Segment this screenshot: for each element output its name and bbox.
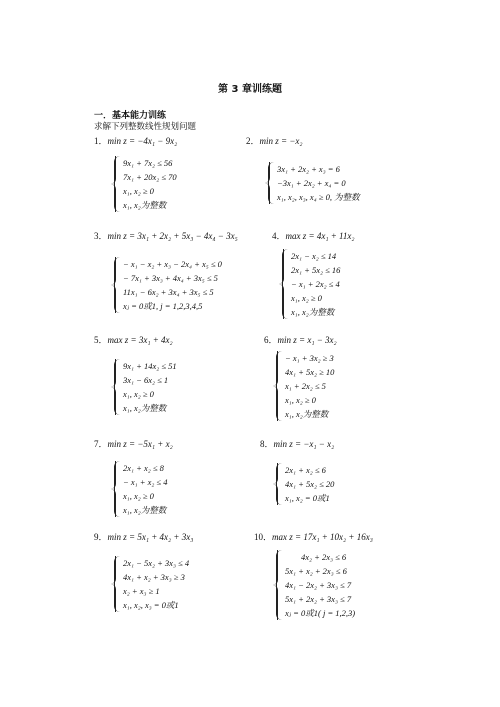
constraint: 3x₁ + 2x₂ + x₃ = 6: [277, 164, 340, 174]
constraint-system: [114, 556, 193, 612]
constraint: − x₁ + 2x₂ ≤ 4: [291, 279, 340, 289]
constraint-system: [114, 461, 173, 517]
constraint: x₁, x₂ ≥ 0: [291, 293, 322, 303]
constraint-system: [114, 257, 238, 313]
left-brace: [282, 249, 290, 319]
left-brace: [114, 257, 122, 313]
problem-number: 9．: [94, 532, 108, 542]
constraint: 9x₁ + 7x₂ ≤ 56: [123, 158, 173, 168]
problem-3: [94, 229, 238, 313]
constraint: 7x₁ + 20x₂ ≤ 70: [123, 172, 177, 182]
constraint-system: [276, 463, 334, 505]
problem-10: [254, 530, 373, 620]
left-brace: [114, 156, 122, 212]
constraint: 5x₁ + 2x₂ + 3x₃ ≤ 7: [285, 594, 352, 604]
constraint: xⱼ = 0或1( j = 1,2,3): [285, 608, 356, 618]
constraint: 2x₁ + x₂ ≤ 6: [285, 465, 326, 475]
problem-8: [260, 437, 334, 505]
objective: min z = −5x₁ + x₂: [107, 439, 173, 449]
problem-5: [94, 333, 177, 415]
constraint: xⱼ = 0或1, j = 1,2,3,4,5: [123, 301, 203, 311]
constraint: x₁, x₂ = 0或1: [285, 493, 330, 503]
constraint: x₁, x₂为整数: [123, 505, 167, 515]
problem-4: [272, 229, 355, 319]
constraint: 4x₁ + x₂ + 3x₃ ≥ 3: [123, 572, 185, 582]
constraint: x₁, x₂为整数: [123, 200, 167, 210]
constraint: 11x₁ − 6x₂ + 3x₄ + 3x₅ ≤ 5: [123, 287, 214, 297]
constraint-system: [276, 351, 337, 421]
objective: min z = −x₂: [259, 136, 303, 146]
problem-number: 6．: [264, 335, 278, 345]
constraint: x₁, x₂, x₃ = 0或1: [123, 600, 179, 610]
left-brace: [276, 550, 284, 620]
constraint: 2x₁ − 5x₂ + 3x₃ ≤ 4: [123, 558, 190, 568]
constraint: x₁, x₂为整数: [285, 409, 329, 419]
objective: min z = 3x₁ + 2x₂ + 5x₃ − 4x₄ − 3x₅: [107, 231, 238, 241]
objective: max z = 4x₁ + 11x₂: [285, 231, 355, 241]
problem-number: 2．: [246, 136, 260, 146]
instruction-text: 求解下列整数线性规划问题: [94, 122, 197, 132]
problem-9: [94, 530, 193, 612]
constraint: 2x₁ + 5x₂ ≤ 16: [291, 265, 341, 275]
constraint: x₁ + 2x₂ ≤ 5: [285, 381, 326, 391]
constraint-system: [114, 359, 177, 415]
constraint: x₂ + x₃ ≥ 1: [123, 586, 160, 596]
constraint: − 7x₁ + 3x₃ + 4x₄ + 3x₅ ≤ 5: [123, 273, 218, 283]
problem-1: [94, 134, 177, 212]
constraint: 4x₁ + 5x₂ ≤ 20: [285, 479, 335, 489]
constraint: x₁, x₂ ≥ 0: [285, 395, 316, 405]
problem-number: 8．: [260, 439, 274, 449]
problem-6: [264, 333, 337, 421]
problem-2: [246, 134, 360, 204]
left-brace: [276, 351, 284, 421]
left-brace: [114, 359, 122, 415]
problem-number: 10．: [254, 532, 273, 542]
section-title: 一．基本能力训练: [94, 111, 167, 121]
constraint: 4x₁ − 2x₂ + 3x₃ ≤ 7: [285, 580, 352, 590]
constraint-system: [268, 162, 360, 204]
problem-number: 7．: [94, 439, 108, 449]
constraint: − x₁ − x₂ + x₃ − 2x₄ + x₅ ≤ 0: [123, 259, 222, 269]
left-brace: [114, 556, 122, 612]
constraint: −3x₁ + 2x₂ + x₄ = 0: [277, 178, 346, 188]
constraint-system: [276, 550, 373, 620]
constraint: 5x₁ + x₂ + 2x₃ ≤ 6: [285, 566, 347, 576]
left-brace: [268, 162, 276, 204]
problem-7: [94, 437, 173, 517]
page-title: 第 3 章训练题: [218, 84, 282, 95]
constraint: x₁, x₂ ≥ 0: [123, 389, 154, 399]
problem-number: 4．: [272, 231, 286, 241]
problem-number: 3．: [94, 231, 108, 241]
constraint: 3x₁ − 6x₂ ≤ 1: [123, 375, 169, 385]
constraint: 4x₁ + 5x₂ ≥ 10: [285, 367, 335, 377]
objective: min z = −x₁ − x₂: [273, 439, 335, 449]
objective: min z = 5x₁ + 4x₂ + 3x₃: [107, 532, 194, 542]
problem-number: 1．: [94, 136, 108, 146]
constraint: x₁, x₂为整数: [123, 403, 167, 413]
constraint: x₁, x₂为整数: [291, 307, 335, 317]
objective: min z = −4x₁ − 9x₂: [107, 136, 178, 146]
constraint: − x₁ + 3x₂ ≥ 3: [285, 353, 334, 363]
constraint: 2x₁ − x₂ ≤ 14: [291, 251, 337, 261]
objective: max z = 17x₁ + 10x₂ + 16x₃: [272, 532, 373, 542]
constraint: 9x₁ + 14x₂ ≤ 51: [123, 361, 177, 371]
constraint: x₁, x₂ ≥ 0: [123, 491, 154, 501]
constraint-system: [114, 156, 177, 212]
left-brace: [276, 463, 284, 505]
constraint: x₁, x₂ ≥ 0: [123, 186, 154, 196]
constraint-system: [282, 249, 355, 319]
constraint: − x₁ + x₂ ≤ 4: [123, 477, 168, 487]
objective: min z = x₁ − 3x₂: [277, 335, 337, 345]
constraint: x₁, x₂, x₃, x₄ ≥ 0, 为整数: [277, 192, 360, 202]
constraint: 4x₂ + 2x₃ ≤ 6: [301, 552, 347, 562]
problem-number: 5．: [94, 335, 108, 345]
objective: max z = 3x₁ + 4x₂: [107, 335, 173, 345]
constraint: 2x₁ + x₂ ≤ 8: [123, 463, 164, 473]
left-brace: [114, 461, 122, 517]
